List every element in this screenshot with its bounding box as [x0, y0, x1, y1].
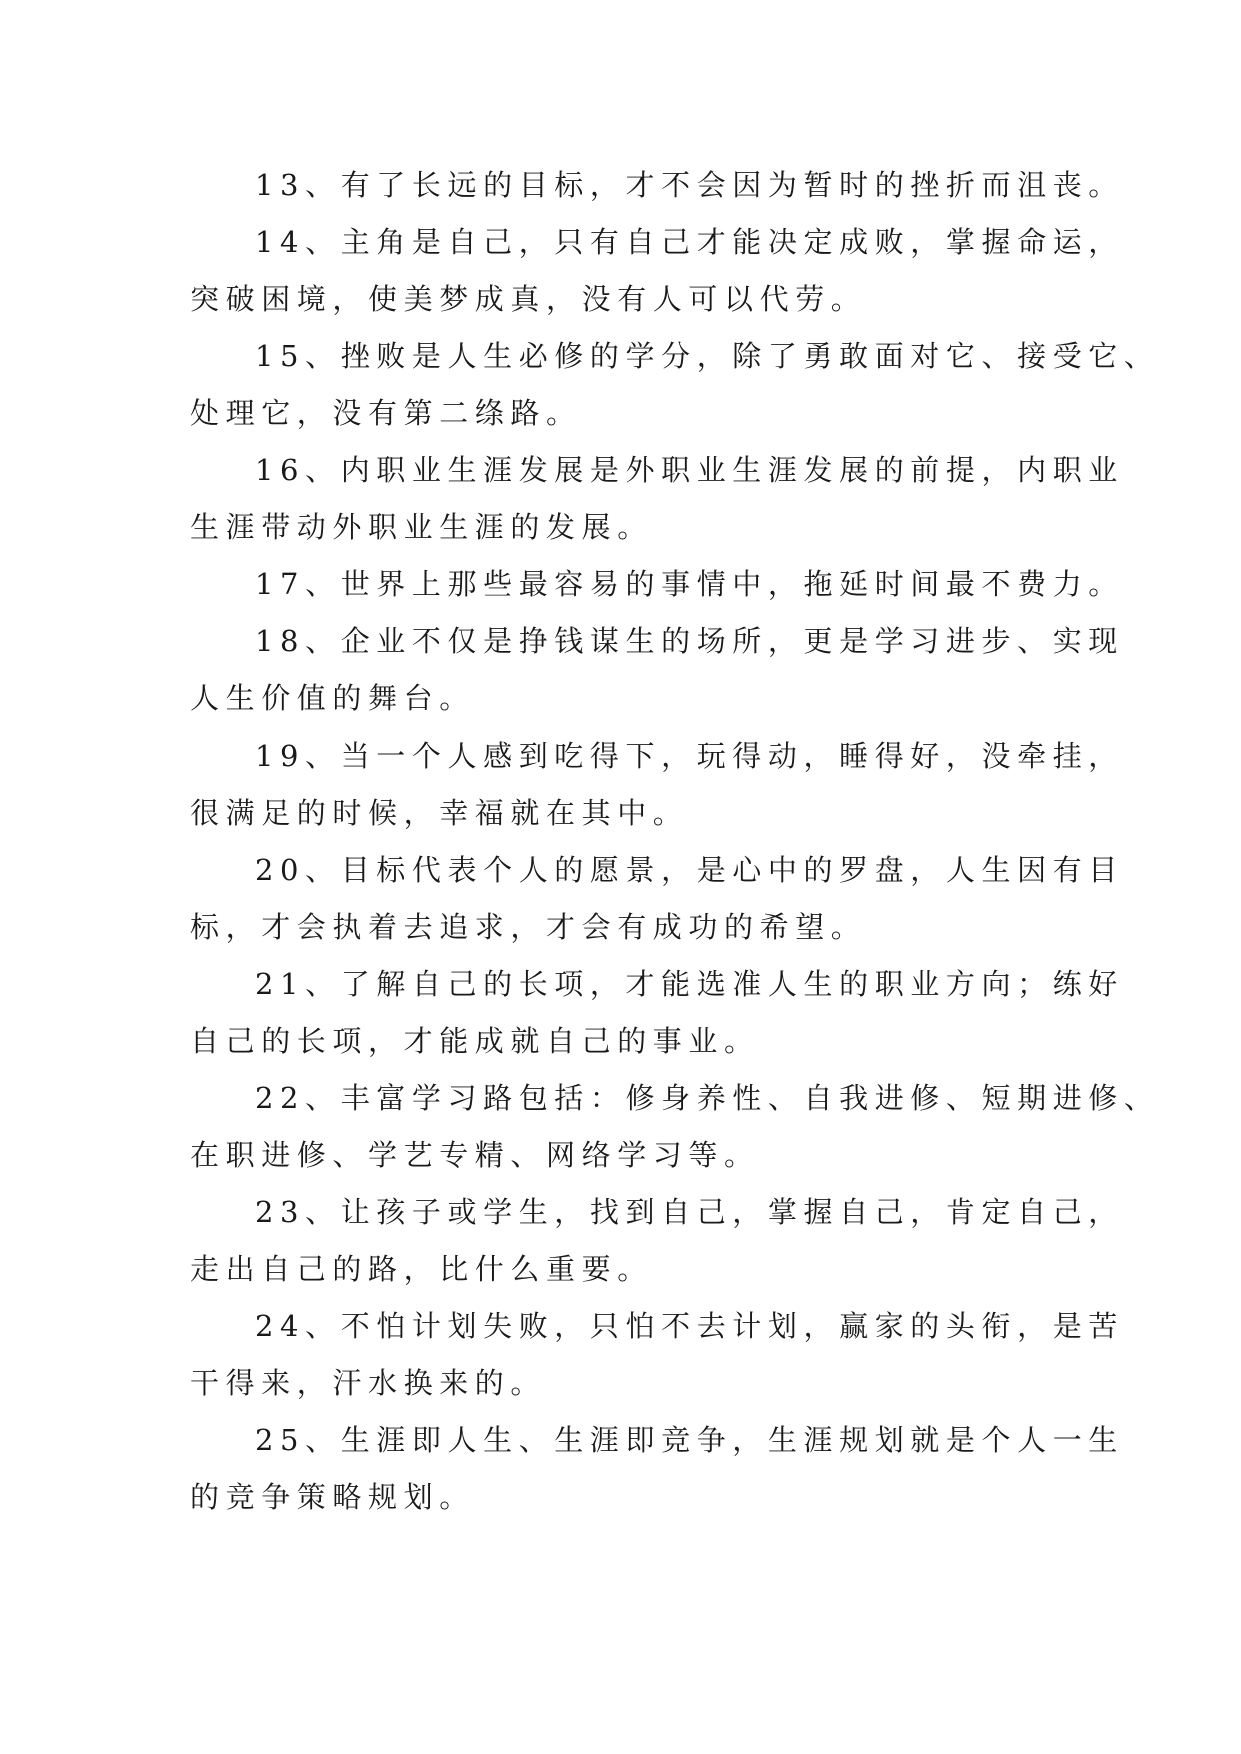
- paragraph-15-line-2: 处理它，没有第二绦路。: [190, 396, 582, 430]
- paragraph-13-line-1: 13、有了长远的目标，才不会因为暂时的挫折而沮丧。: [255, 168, 1124, 202]
- paragraph-21-line-1: 21、了解自己的长项，才能选准人生的职业方向；练好: [255, 967, 1124, 1001]
- paragraph-22-line-2: 在职进修、学艺专精、网络学习等。: [190, 1138, 760, 1172]
- paragraph-22-line-1: 22、丰富学习路包括：修身养性、自我进修、短期进修、: [255, 1081, 1160, 1115]
- paragraph-24-line-1: 24、不怕计划失败，只怕不去计划，赢家的头衔，是苦: [255, 1309, 1124, 1343]
- paragraph-18-line-1: 18、企业不仅是挣钱谋生的场所，更是学习进步、实现: [255, 624, 1124, 658]
- paragraph-21-line-2: 自己的长项，才能成就自己的事业。: [190, 1024, 760, 1058]
- paragraph-19-line-2: 很满足的时候，幸福就在其中。: [190, 796, 689, 830]
- paragraph-25-line-2: 的竞争策略规划。: [190, 1480, 475, 1514]
- paragraph-24-line-2: 干得来，汗水换来的。: [190, 1366, 547, 1400]
- paragraph-23-line-1: 23、让孩子或学生，找到自己，掌握自己，肯定自己，: [255, 1195, 1124, 1229]
- paragraph-20-line-1: 20、目标代表个人的愿景，是心中的罗盘，人生因有目: [255, 853, 1124, 887]
- paragraph-23-line-2: 走出自己的路，比什么重要。: [190, 1252, 653, 1286]
- paragraph-25-line-1: 25、生涯即人生、生涯即竞争，生涯规划就是个人一生: [255, 1423, 1124, 1457]
- paragraph-14-line-2: 突破困境，使美梦成真，没有人可以代劳。: [190, 282, 867, 316]
- paragraph-17-line-1: 17、世界上那些最容易的事情中，拖延时间最不费力。: [255, 567, 1124, 601]
- paragraph-15-line-1: 15、挫败是人生必修的学分，除了勇敢面对它、接受它、: [255, 339, 1160, 373]
- paragraph-20-line-2: 标，才会执着去追求，才会有成功的希望。: [190, 910, 867, 944]
- paragraph-16-line-2: 生涯带动外职业生涯的发展。: [190, 510, 653, 544]
- paragraph-14-line-1: 14、主角是自己，只有自己才能决定成败，掌握命运，: [255, 225, 1124, 259]
- paragraph-16-line-1: 16、内职业生涯发展是外职业生涯发展的前提，内职业: [255, 453, 1124, 487]
- paragraph-19-line-1: 19、当一个人感到吃得下，玩得动，睡得好，没牵挂，: [255, 739, 1124, 773]
- paragraph-18-line-2: 人生价值的舞台。: [190, 681, 475, 715]
